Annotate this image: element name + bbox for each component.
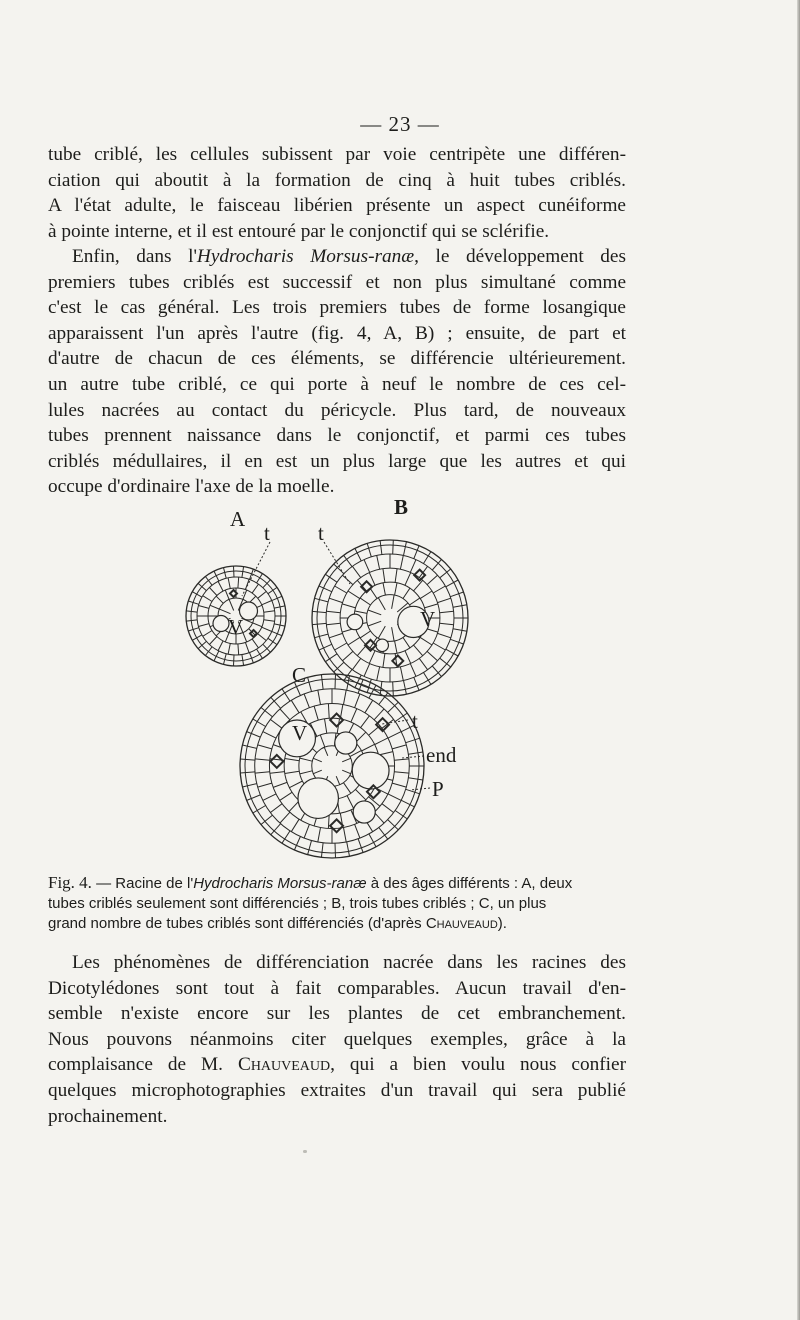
cell-wall [336, 776, 340, 785]
cell-wall [364, 664, 370, 677]
cell-wall [406, 738, 420, 743]
cell-wall [247, 795, 261, 801]
cell-wall [240, 759, 255, 760]
cell-wall [348, 591, 360, 599]
cell-wall [242, 784, 256, 787]
cell-wall [420, 637, 432, 645]
cell-wall [355, 694, 360, 708]
cell-wall [209, 637, 217, 645]
cell-wall [405, 651, 411, 664]
cell-wall [280, 709, 290, 720]
cell-wall [383, 654, 385, 668]
text-line: tubes prennent naissance dans le conjonctif, et parmi ces tubes [48, 425, 626, 447]
cell-wall [395, 641, 397, 653]
author-name: Chauveaud [425, 915, 498, 932]
text-line: prochainement. [48, 1105, 168, 1127]
cell-wall [410, 560, 416, 573]
cell-wall [228, 578, 230, 589]
cell-wall [304, 694, 309, 708]
caption-line [48, 914, 630, 934]
cell-wall [289, 801, 299, 812]
caption-text: à des âges différents : A, deux [366, 875, 573, 892]
cell-wall [446, 580, 458, 587]
paragraph-2 [48, 244, 626, 500]
cell-wall [394, 759, 409, 760]
figure-caption [48, 873, 630, 934]
cell-wall [352, 566, 360, 577]
text-line: A l'état adulte, le faisceau libérien présente un aspect cunéiforme [48, 195, 626, 217]
cell-wall [308, 677, 312, 691]
cell-wall [344, 783, 351, 794]
cell-wall [392, 627, 395, 641]
species-name: Hydrocharis Morsus-ranæ [196, 246, 415, 267]
cell-wall [393, 682, 394, 696]
text-line: à pointe interne, et il est entouré par le conjonctif qui se sclérifie. [48, 220, 550, 242]
cell-wall [440, 623, 454, 625]
text-line: quelques microphotographies extraites d'un travail qui sera publié [48, 1079, 626, 1101]
vessel [352, 752, 389, 789]
cell-wall [312, 611, 326, 612]
cell-wall [427, 651, 437, 660]
cell-wall [203, 631, 212, 637]
cell-wall [348, 637, 360, 645]
cell-wall [205, 647, 212, 656]
label-t-c: t [412, 709, 418, 733]
cell-wall [360, 598, 370, 605]
cell-wall [344, 690, 347, 705]
species-name: Hydrocharis Morsus-ranæ [193, 875, 367, 892]
paragraph-3 [48, 950, 626, 1129]
cell-wall [240, 772, 255, 773]
cell-wall [393, 540, 394, 554]
label-pericycle: P [432, 777, 444, 801]
text-line: Nous pouvons néanmoins citer quelques exemples, grâce à la [48, 1028, 626, 1050]
cell-wall [450, 639, 463, 644]
cell-wall [218, 641, 223, 651]
caption-line: tubes criblés seulement sont différenciés ; B, trois tubes criblés ; C, un plus [48, 895, 547, 912]
cell-wall [257, 574, 263, 583]
cell-wall [255, 772, 270, 773]
cell-wall [433, 586, 445, 593]
vessel [347, 614, 363, 630]
cell-wall [186, 620, 197, 621]
cell-wall [262, 627, 272, 631]
cell-wall [243, 633, 247, 642]
author-name: Chauveaud [237, 1054, 331, 1076]
cell-wall [270, 719, 282, 728]
cell-wall [268, 638, 277, 644]
cell-wall [379, 752, 393, 755]
cell-wall [313, 770, 322, 774]
cell-wall [321, 675, 323, 690]
cell-wall [395, 583, 397, 595]
cell-wall [234, 655, 235, 666]
caption-text: ). [497, 915, 507, 932]
cell-wall [198, 624, 209, 627]
cell-wall [400, 667, 403, 681]
cell-wall [383, 569, 385, 583]
cell-wall [234, 566, 235, 577]
cell-wall [320, 735, 325, 747]
cell-wall [319, 644, 332, 650]
cell-wall [280, 792, 292, 800]
cell-wall [268, 587, 277, 593]
text-run: complaisance de M. [48, 1054, 238, 1076]
vessel [335, 732, 357, 754]
label-c: C [292, 663, 307, 687]
cell-wall [258, 745, 272, 749]
cell-wall [342, 770, 351, 774]
cell-wall [216, 596, 223, 603]
label-v-c: V [292, 721, 308, 745]
cell-wall [229, 599, 234, 610]
cell-wall [257, 649, 263, 658]
figure-number: Fig. 4. [48, 873, 92, 892]
cell-wall [253, 623, 262, 627]
cell-wall [355, 789, 365, 799]
cell-wall [414, 546, 419, 559]
cell-wall [408, 778, 423, 780]
text-line: Dicotylédones sont tout à fait comparables. Aucun travail d'en- [48, 977, 626, 999]
figure-4-root-sections [180, 496, 500, 868]
cell-wall [263, 732, 276, 739]
cell-wall [321, 843, 323, 858]
sieve-tube [230, 590, 237, 597]
cell-wall [395, 811, 407, 819]
cell-wall [368, 610, 381, 615]
cell-wall [453, 629, 467, 631]
cell-wall [377, 667, 380, 681]
cell-wall [446, 649, 458, 656]
cell-wall [403, 588, 410, 598]
cell-wall [255, 759, 270, 760]
text-line: occupe d'ordinaire l'axe de la moelle. [48, 476, 335, 498]
cell-wall [314, 706, 318, 720]
cell-wall [380, 541, 382, 555]
cell-wall [401, 800, 414, 807]
cell-wall [351, 709, 357, 723]
cell-wall [414, 677, 419, 690]
sieve-tube [270, 755, 283, 768]
text-line: semble n'existe encore sur les plantes de cet embranchement. [48, 1003, 626, 1025]
cell-wall [438, 598, 451, 602]
cell-wall [394, 772, 409, 773]
cell-wall [438, 633, 451, 637]
cell-wall [347, 796, 354, 809]
cell-wall [300, 758, 313, 761]
cell-wall [405, 573, 411, 586]
cell-wall [225, 590, 229, 599]
cell-wall [238, 577, 239, 588]
cell-wall [410, 664, 416, 677]
text-line [48, 1052, 626, 1078]
label-v-a: V [228, 615, 244, 639]
cell-wall [400, 555, 403, 569]
text-line: un autre tube criblé, ce qui porte à neuf le nombre de ces cel- [48, 373, 626, 395]
cell-wall [440, 611, 454, 613]
cell-wall [289, 781, 302, 788]
cell-wall [364, 560, 370, 573]
cell-wall [324, 747, 328, 756]
text-line: d'autre de chacun de ces éléments, se différencie ultérieurement. [48, 348, 626, 370]
cell-wall [313, 758, 322, 762]
cell-wall [209, 588, 217, 596]
cell-wall [395, 569, 397, 583]
label-endoderm: end [426, 743, 457, 767]
cell-wall [383, 583, 385, 595]
vessel [353, 801, 375, 823]
cell-wall [270, 772, 285, 774]
cell-wall [203, 596, 212, 602]
cell-wall [433, 643, 445, 650]
cell-wall [427, 575, 437, 584]
cell-wall [453, 605, 467, 607]
cell-wall [378, 598, 385, 610]
vessel [376, 639, 388, 651]
cell-wall [369, 573, 375, 586]
cell-wall [198, 606, 209, 609]
cell-wall [263, 794, 276, 801]
cell-wall [377, 555, 380, 569]
cell-wall [258, 591, 267, 598]
label-b: B [394, 496, 409, 519]
cell-wall [285, 771, 300, 773]
caption-text: — Racine de l' [91, 875, 194, 892]
cell-wall [419, 658, 427, 669]
cell-wall [392, 595, 395, 609]
cell-wall [414, 580, 423, 591]
text-run: , le développement des [414, 246, 626, 267]
cell-wall [308, 841, 312, 855]
cell-wall [319, 586, 332, 592]
cell-wall [347, 842, 350, 856]
cell-wall [368, 621, 381, 626]
text-run: , qui a bien voulu nous confier [330, 1054, 626, 1076]
cell-wall [370, 588, 377, 598]
cell-wall [355, 824, 360, 838]
caption-line [48, 873, 630, 894]
cell-wall [238, 644, 239, 655]
cell-wall [315, 598, 329, 602]
cell-wall [218, 581, 223, 591]
cell-wall [365, 700, 373, 713]
cell-wall [291, 819, 299, 832]
ink-smudge [303, 1150, 307, 1153]
cell-wall [392, 745, 406, 749]
cell-wall [262, 601, 272, 605]
cell-wall [361, 716, 370, 728]
caption-text: grand nombre de tubes criblés sont différenciés (d'après [48, 915, 426, 932]
cell-wall [318, 828, 321, 843]
cell-wall [352, 658, 360, 669]
cell-wall [369, 651, 375, 664]
cell-wall [245, 642, 249, 652]
cell-wall [245, 579, 249, 589]
cell-wall [335, 586, 347, 593]
cell-wall [367, 543, 371, 556]
text-run: Enfin, dans l' [72, 246, 197, 267]
cell-wall [326, 611, 340, 613]
text-line: Les phénomènes de différenciation nacrée dans les racines des [72, 952, 626, 973]
vessel [213, 616, 229, 632]
cell-wall [369, 834, 376, 847]
cell-wall [329, 633, 342, 637]
label-v-b: V [420, 607, 436, 631]
cell-wall [210, 605, 219, 609]
cell-wall [252, 639, 258, 648]
cell-wall [369, 685, 376, 698]
text-line: apparaissent l'un après l'autre (fig. 4, A, B) ; ensuite, de part et [48, 322, 626, 344]
cell-wall [228, 643, 230, 654]
cell-wall [343, 651, 353, 660]
label-a: A [230, 507, 246, 531]
sieve-tube [392, 655, 403, 666]
cell-wall [270, 804, 282, 813]
cell-wall [258, 783, 272, 787]
cell-wall [450, 592, 463, 597]
cell-wall [420, 591, 432, 599]
text-line: criblés médullaires, il en est un plus large que les autres et qui [48, 450, 626, 472]
cell-wall [375, 738, 388, 745]
vessel [298, 778, 338, 818]
cell-wall [388, 732, 401, 739]
cell-wall [326, 623, 340, 625]
root-section-c [240, 674, 424, 858]
cell-wall [355, 548, 361, 561]
cell-wall [186, 611, 197, 612]
cell-wall [219, 609, 230, 614]
cell-wall [395, 713, 407, 721]
cell-wall [242, 745, 256, 748]
cell-wall [318, 690, 321, 705]
cell-wall [403, 638, 410, 648]
cell-wall [342, 758, 351, 762]
cell-wall [335, 674, 336, 689]
cell-wall [410, 598, 420, 605]
cell-wall [362, 744, 375, 751]
text-line: tube criblé, les cellules subissent par voie centripète une différen- [48, 144, 626, 165]
label-t-b: t [318, 521, 324, 545]
text-line: lules nacrées au contact du péricycle. Plus tard, de nouveaux [48, 399, 626, 421]
cell-wall [264, 611, 275, 613]
cell-wall [294, 837, 300, 851]
page-number: — 23 — [360, 112, 440, 136]
cell-wall [325, 719, 327, 734]
cell-wall [252, 584, 258, 593]
cell-wall [335, 843, 336, 858]
cell-wall [280, 812, 290, 823]
text-line: premiers tubes criblés est successif et non plus simultané comme [48, 271, 626, 293]
cell-wall [312, 623, 326, 624]
cell-wall [404, 542, 407, 556]
cell-wall [243, 590, 247, 599]
text-line [48, 244, 626, 270]
paragraph-1 [48, 142, 626, 244]
text-line: c'est le cas général. Les trois premiers tubes de forme losangique [48, 297, 626, 319]
cell-wall [360, 631, 370, 638]
cell-wall [392, 783, 406, 787]
cell-wall [205, 577, 212, 586]
cell-wall [285, 759, 300, 761]
cell-wall [344, 828, 347, 843]
cell-wall [258, 634, 267, 641]
text-line: ciation qui aboutit à la formation de cinq à huit tubes criblés. [48, 169, 626, 191]
cell-wall [355, 611, 367, 613]
cell-wall [408, 752, 423, 754]
cell-wall [335, 643, 347, 650]
cell-wall [388, 794, 401, 801]
cell-wall [382, 804, 394, 813]
cell-wall [315, 634, 329, 638]
root-section-b [312, 540, 468, 696]
cell-wall [378, 626, 385, 638]
cell-wall [342, 604, 356, 608]
cell-wall [404, 681, 407, 695]
cell-wall [414, 645, 423, 656]
cell-wall [273, 782, 287, 787]
cell-wall [328, 704, 329, 719]
label-t-a: t [264, 521, 270, 545]
cell-wall [304, 824, 309, 838]
cell-wall [247, 732, 261, 738]
cell-wall [329, 598, 342, 602]
cell-wall [358, 839, 363, 853]
cell-wall [291, 700, 299, 713]
cell-wall [264, 620, 275, 622]
cell-wall [300, 771, 313, 774]
